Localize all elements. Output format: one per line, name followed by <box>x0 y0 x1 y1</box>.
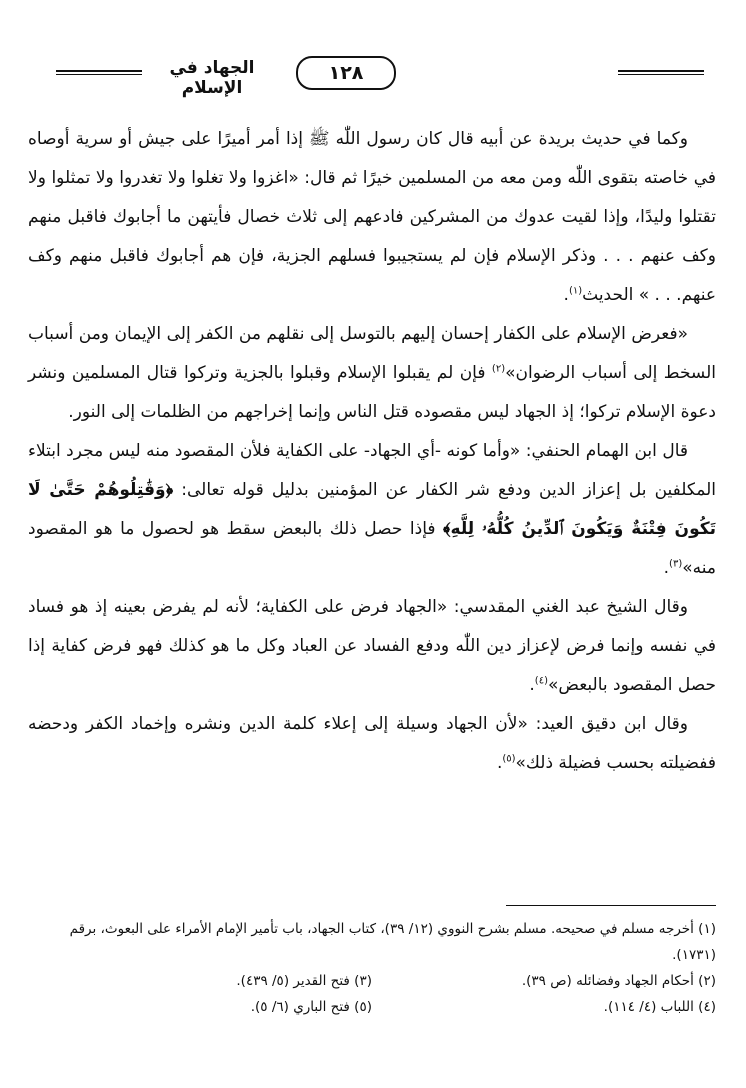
body-text <box>28 120 716 783</box>
header-rule-left <box>56 70 142 75</box>
paragraph-1: وكما في حديث بريدة عن أبيه قال كان رسول اللّٰه ﷺ إذا أمر أميرًا على جيش أو سرية أوصاه في خاصته بتقوى اللّٰه ومن معه من المسلمين خيرًا ثم قال: «اغزوا ولا تغلوا ولا تغدروا ولا تمثلوا ولا تقتلوا وليدًا، وإذا لقيت عدوك من المشركين فادعهم إلى ثلاث خصال فأيتهن ما أجابوك فاقبل منهم وكف عنهم . . . وذكر الإسلام فإن لم يستجيبوا فسلهم الجزية، فإن هم أجابوك فاقبل منهم وكف عنهم. . . » الحديث$^{(١)}$. <box>28 129 716 305</box>
footnote-ref-2[interactable]: (٢) <box>491 363 506 375</box>
footnote-ref-5[interactable]: (٥) <box>502 753 516 765</box>
footnote-row-b <box>28 994 716 1020</box>
paragraph-5: وقال ابن دقيق العيد: «لأن الجهاد وسيلة إلى إعلاء كلمة الدين ونشره وإخماد الكفر ودحضه ففضيلته بحسب فضيلة ذلك»$^{(٥)}$. <box>28 714 716 773</box>
footnote-ref-4[interactable]: (٤) <box>534 675 548 687</box>
footnote-4: (٤) اللباب (٤/ ١١٤). <box>603 999 716 1015</box>
paragraph-4: وقال الشيخ عبد الغني المقدسي: «الجهاد فرض على الكفاية؛ لأنه لم يفرض بعينه إذ هو فساد في نفسه وإنما فرض لإعزاز دين اللّٰه ودفع الفساد عن العباد وكل ما هو كذلك فهو فرض كفاية إذا حصل المقصود بالبعض»$^{(٤)}$. <box>28 597 716 695</box>
footnote-5: (٥) فتح الباري (٦/ ٥). <box>250 999 372 1015</box>
page-header <box>28 50 716 110</box>
footnote-ref-1[interactable]: (١) <box>568 285 583 297</box>
footnote-row-a <box>28 968 716 994</box>
footnote-2: (٢) أحكام الجهاد وفضائله (ص ٣٩). <box>521 973 716 989</box>
paragraph-2: «فعرض الإسلام على الكفار إحسان إليهم بالتوسل إلى نقلهم من الكفر إلى الإيمان ومن أسباب السخط إلى أسباب الرضوان»$^{(٢)}$ فإن لم يقبلوا الإسلام وقبلوا بالجزية وتركوا قتال المسلمين ونشر دعوة الإسلام تركوا؛ إذ الجهاد ليس مقصوده قتل الناس وإنما إخراجهم من الظلمات إلى النور. <box>28 324 716 422</box>
footnote-3: (٣) فتح القدير (٥/ ٤٣٩). <box>236 973 372 989</box>
running-title: الجهاد في الإسلام <box>169 58 255 98</box>
footnotes <box>28 916 716 1020</box>
book-page <box>28 50 716 1015</box>
footnote-separator <box>506 905 716 906</box>
quran-verse: ﴿وَقَٰتِلُوهُمْ حَتَّىٰ لَا تَكُونَ فِتْنَةٌ وَيَكُونَ ٱلدِّينُ كُلُّهُۥ لِلَّهِ﴾ <box>28 480 716 539</box>
page-number: ١٢٨ <box>296 56 396 90</box>
footnote-ref-3[interactable]: (٣) <box>669 558 683 570</box>
header-rule-right <box>618 70 704 75</box>
footnote-1: (١) أخرجه مسلم في صحيحه. مسلم بشرح النووي (١٢/ ٣٩)، كتاب الجهاد، باب تأمير الإمام الأمراء على البعوث، برقم (١٧٣١). <box>69 921 716 963</box>
paragraph-3: قال ابن الهمام الحنفي: «وأما كونه -أي الجهاد- على الكفاية فلأن المقصود منه ليس مجرد ابتلاء المكلفين بل إعزاز الدين ودفع شر الكفار عن المؤمنين بدليل قوله تعالى: ﴿وَقَٰتِلُوهُمْ حَتَّىٰ لَا تَكُونَ فِتْنَةٌ وَيَكُونَ ٱلدِّينُ كُلُّهُۥ لِلَّهِ﴾ فإذا حصل ذلك بالبعض سقط هو لحصول ما هو المقصود منه»$^{(٣)}$. <box>28 441 716 578</box>
